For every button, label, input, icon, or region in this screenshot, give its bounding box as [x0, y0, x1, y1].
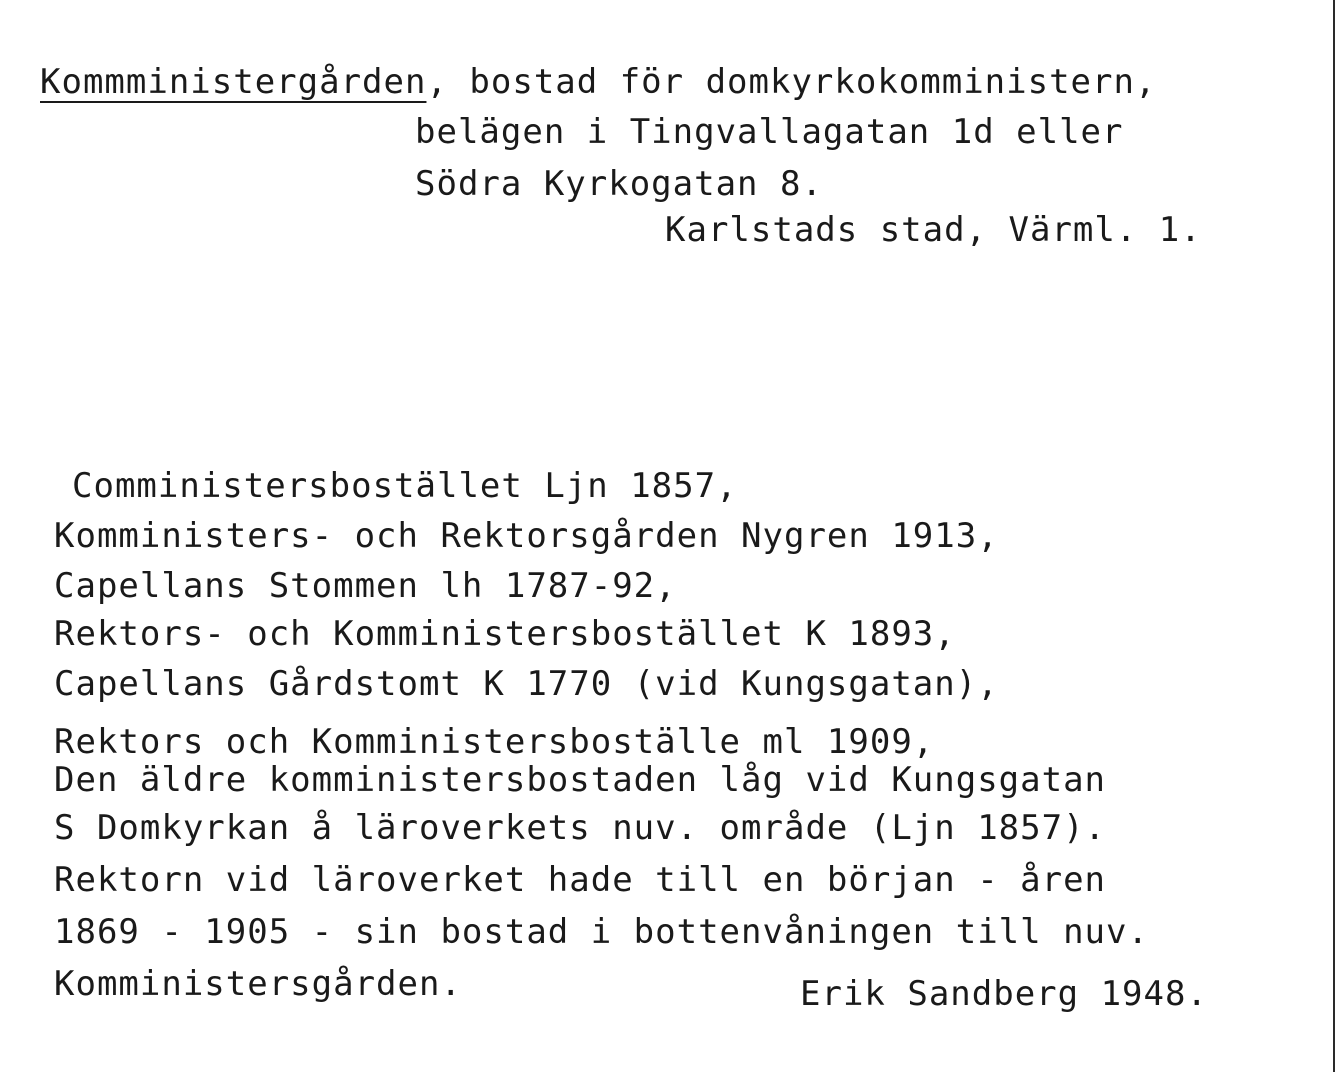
body-line-9: Rektorn vid läroverket hade till en början - åren	[54, 860, 1107, 900]
body-line-2: Komministers- och Rektorsgården Nygren 1913,	[54, 516, 999, 556]
body-line-3: Capellans Stommen lh 1787-92,	[54, 566, 677, 606]
signature: Erik Sandberg 1948.	[800, 974, 1208, 1014]
body-line-10: 1869 - 1905 - sin bostad i bottenvåningen till nuv.	[54, 912, 1149, 952]
header-line-4: Karlstads stad, Värml. 1.	[665, 210, 1202, 250]
body-line-11: Komministersgården.	[54, 964, 462, 1004]
header-line-3: Södra Kyrkogatan 8.	[415, 164, 823, 204]
header-line-2: belägen i Tingvallagatan 1d eller	[415, 112, 1124, 152]
header-line-1-rest: , bostad för domkyrkokomministern,	[426, 62, 1157, 102]
body-line-4: Rektors- och Komministersbostället K 1893,	[54, 614, 956, 654]
header-line-1	[40, 62, 1156, 102]
body-line-6: Rektors och Komministersboställe ml 1909,	[54, 722, 935, 762]
body-line-8: S Domkyrkan å läroverkets nuv. område (Ljn 1857).	[54, 808, 1107, 848]
body-line-5: Capellans Gårdstomt K 1770 (vid Kungsgatan),	[54, 664, 999, 704]
body-line-7: Den äldre komministersbostaden låg vid Kungsgatan	[54, 760, 1107, 800]
body-line-1: Comministersbostället Ljn 1857,	[72, 466, 738, 506]
card-title: Kommministergården	[40, 62, 427, 102]
card-right-edge	[1333, 0, 1335, 1072]
